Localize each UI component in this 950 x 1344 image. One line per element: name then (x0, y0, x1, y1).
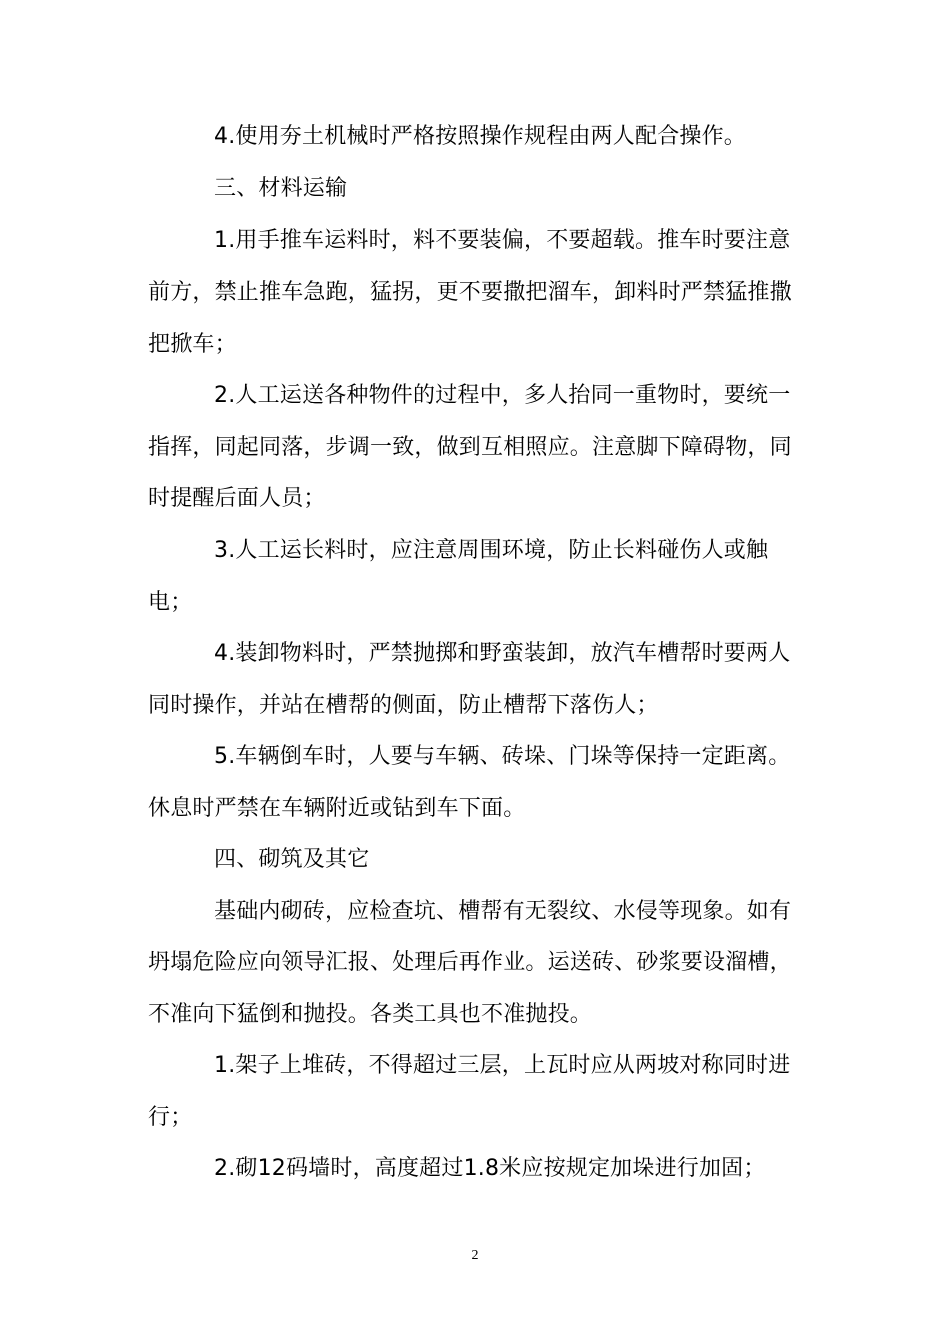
text-line: 2.人工运送各种物件的过程中，多人抬同一重物时，要统一 (214, 383, 791, 408)
section-heading: 三、材料运输 (214, 176, 348, 201)
text-line: 前方，禁止推车急跑，猛拐，更不要撒把溜车，卸料时严禁猛推撒 (148, 280, 792, 305)
text-line: 4.使用夯土机械时严格按照操作规程由两人配合操作。 (214, 124, 746, 149)
text-line: 4.装卸物料时，严禁抛掷和野蛮装卸，放汽车槽帮时要两人 (214, 641, 791, 666)
text-line: 3.人工运长料时，应注意周围环境，防止长料碰伤人或触 (214, 538, 769, 563)
text-line: 休息时严禁在车辆附近或钻到车下面。 (148, 796, 526, 821)
text-line: 不准向下猛倒和抛投。各类工具也不准抛投。 (148, 1002, 593, 1027)
text-line: 行； (148, 1105, 193, 1130)
text-line: 1.架子上堆砖，不得超过三层，上瓦时应从两坡对称同时进 (214, 1053, 791, 1078)
page-number: 2 (471, 1248, 479, 1263)
text-line: 坍塌危险应向领导汇报、处理后再作业。运送砖、砂浆要设溜槽， (148, 950, 792, 975)
text-line: 时提醒后面人员； (148, 486, 326, 511)
text-line: 1.用手推车运料时，料不要装偏，不要超载。推车时要注意 (214, 228, 791, 253)
text-line: 2.砌12码墙时，高度超过1.8米应按规定加垛进行加固； (214, 1156, 766, 1181)
text-line: 同时操作，并站在槽帮的侧面，防止槽帮下落伤人； (148, 693, 659, 718)
section-heading: 四、砌筑及其它 (214, 847, 370, 872)
text-line: 把掀车； (148, 332, 237, 357)
text-line: 基础内砌砖，应检查坑、槽帮有无裂纹、水侵等现象。如有 (214, 899, 792, 924)
text-line: 指挥，同起同落，步调一致，做到互相照应。注意脚下障碍物，同 (148, 435, 792, 460)
text-line: 5.车辆倒车时，人要与车辆、砖垛、门垛等保持一定距离。 (214, 744, 791, 769)
text-line: 电； (148, 590, 193, 615)
